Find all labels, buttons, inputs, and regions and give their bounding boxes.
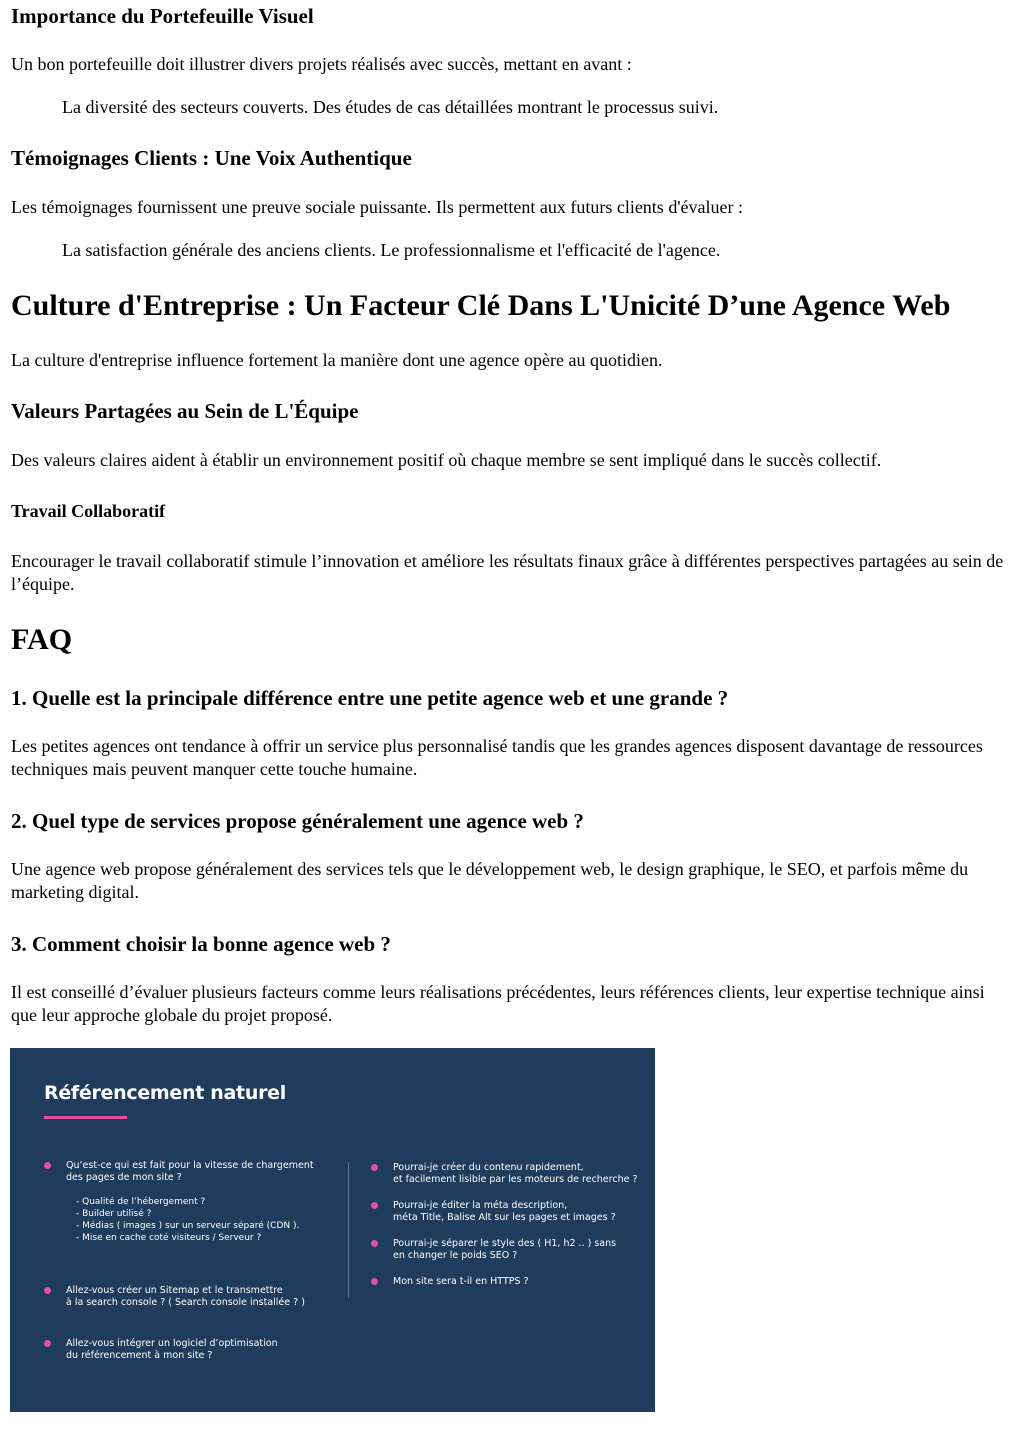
portfolio-text: Un bon portefeuille doit illustrer divers projets réalisés avec succès, mettant en avant : — [11, 54, 632, 74]
question-line: en changer le poids SEO ? — [393, 1250, 518, 1261]
column-divider — [348, 1162, 349, 1298]
seo-infographic — [10, 1048, 655, 1412]
question-line: des pages de mon site ? — [66, 1172, 182, 1183]
bullet-dot-icon — [44, 1162, 51, 1169]
sub-item: - Mise en cache coté visiteurs / Serveur ? — [76, 1232, 343, 1244]
question-item — [370, 1200, 650, 1224]
question-line: et facilement lisible par les moteurs de recherche ? — [393, 1174, 638, 1185]
faq-question-3: 3. Comment choisir la bonne agence web ? — [11, 932, 391, 956]
question-line: méta Title, Balise Alt sur les pages et images ? — [393, 1212, 616, 1223]
collab-heading: Travail Collaboratif — [11, 501, 166, 521]
infographic-title: Référencement naturel — [44, 1082, 286, 1104]
question-line: Mon site sera t-il en HTTPS ? — [393, 1276, 529, 1287]
testimonials-heading: Témoignages Clients : Une Voix Authentique — [11, 146, 412, 170]
testimonials-text: Les témoignages fournissent une preuve sociale puissante. Ils permettent aux futurs clients d'évaluer : — [11, 197, 744, 217]
faq-heading: FAQ — [11, 623, 73, 656]
question-item — [43, 1160, 343, 1244]
bullet-dot-icon — [371, 1164, 378, 1171]
collab-text: Encourager le travail collaboratif stimule l’innovation et améliore les résultats finaux grâce à différentes perspectives partagées au sein de l’équipe. — [11, 551, 1004, 594]
faq-question-1: 1. Quelle est la principale différence entre une petite agence web et une grande ? — [11, 686, 729, 710]
question-item — [370, 1162, 650, 1186]
question-item — [370, 1238, 650, 1262]
question-item — [43, 1338, 343, 1362]
faq-question-2: 2. Quel type de services propose généralement une agence web ? — [11, 809, 584, 833]
values-heading: Valeurs Partagées au Sein de L'Équipe — [11, 399, 359, 423]
testimonials-list: La satisfaction générale des anciens clients. Le professionnalisme et l'efficacité de l'agence. — [62, 240, 721, 260]
faq-answer-1: Les petites agences ont tendance à offrir un service plus personnalisé tandis que les grandes agences disposent davantage de ressources techniques mais peuvent manquer cette touche humaine. — [11, 736, 983, 779]
bullet-dot-icon — [44, 1340, 51, 1347]
bullet-dot-icon — [371, 1202, 378, 1209]
question-item — [43, 1285, 343, 1309]
bullet-dot-icon — [371, 1278, 378, 1285]
question-line: Allez-vous intégrer un logiciel d’optimisation — [66, 1338, 278, 1349]
culture-heading: Culture d'Entreprise : Un Facteur Clé Dans L'Unicité D’une Agence Web — [11, 289, 951, 322]
faq-answer-3: Il est conseillé d’évaluer plusieurs facteurs comme leurs réalisations précédentes, leurs références clients, leur expertise technique ainsi que leur approche globale du projet proposé. — [11, 982, 985, 1025]
sub-item: - Médias ( images ) sur un serveur séparé (CDN ). — [76, 1220, 343, 1232]
sub-item: - Qualité de l’hébergement ? — [76, 1196, 343, 1208]
sub-list — [66, 1196, 343, 1244]
bullet-dot-icon — [371, 1240, 378, 1247]
faq-answer-2: Une agence web propose généralement des services tels que le développement web, le design graphique, le SEO, et parfois même du marketing digital. — [11, 859, 969, 902]
bullet-dot-icon — [44, 1287, 51, 1294]
question-line: Allez-vous créer un Sitemap et le transmettre — [66, 1285, 283, 1296]
right-question-column — [370, 1162, 650, 1288]
question-line: Pourrai-je créer du contenu rapidement, — [393, 1162, 584, 1173]
values-text: Des valeurs claires aident à établir un environnement positif où chaque membre se sent impliqué dans le succès collectif. — [11, 450, 882, 470]
question-line: Pourrai-je éditer la méta description, — [393, 1200, 568, 1211]
culture-text: La culture d'entreprise influence fortement la manière dont une agence opère au quotidien. — [11, 350, 663, 370]
question-line: du référencement à mon site ? — [66, 1350, 213, 1361]
question-line: à la search console ? ( Search console installée ? ) — [66, 1297, 305, 1308]
question-item — [370, 1276, 650, 1288]
sub-item: - Builder utilisé ? — [76, 1208, 343, 1220]
title-underline — [44, 1116, 127, 1119]
portfolio-heading: Importance du Portefeuille Visuel — [11, 4, 314, 28]
portfolio-list: La diversité des secteurs couverts. Des études de cas détaillées montrant le processus suivi. — [62, 97, 719, 117]
question-line: Pourrai-je séparer le style des ( H1, h2 .. ) sans — [393, 1238, 617, 1249]
question-line: Qu’est-ce qui est fait pour la vitesse de chargement — [66, 1160, 314, 1171]
left-question-column — [43, 1160, 343, 1362]
